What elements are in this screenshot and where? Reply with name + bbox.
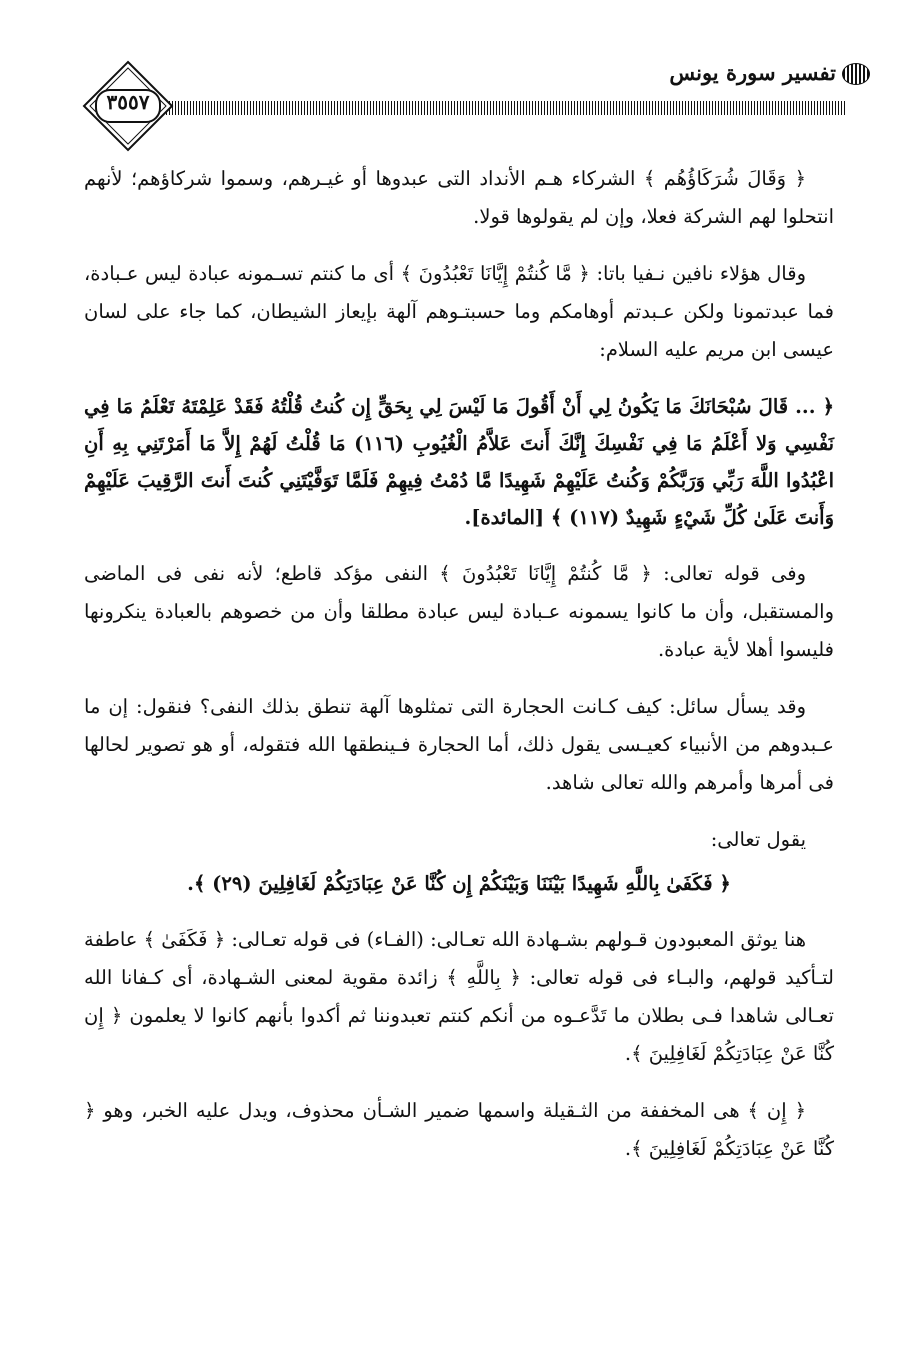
running-title: تفسير سورة يونس — [669, 60, 836, 85]
header-ornament-icon — [842, 63, 870, 85]
paragraph-2: وقال هؤلاء نافين نـفيا باتا: ﴿ مَّا كُنتُمْ إِيَّانَا تَعْبُدُونَ ﴾ أى ما كنتم تسـمونه عبادة ليس عـبادة، فما عبدتمونا ولكن عـبدتم أوهامكم وما حسبتـوهم آلهة بإيعاز الشيطان، كما جاء على لسان عيسى ابن مريم عليه السلام: — [84, 262, 834, 361]
quran-quote-yunus-29: ﴿ فَكَفَىٰ بِاللَّهِ شَهِيدًا بَيْنَنَا وَبَيْنَكُمْ إِن كُنَّا عَنْ عِبَادَتِكُمْ لَغَافِلِينَ (٢٩) ﴾. — [187, 872, 731, 895]
page-body — [84, 160, 834, 1187]
paragraph-7: ﴿ إِن ﴾ هى المخففة من الثـقيلة واسمها ضمير الشـأن محذوف، ويدل عليه الخبر، وهو ﴿ كُنَّا عَنْ عِبَادَتِكُمْ لَغَافِلِينَ ﴾. — [84, 1099, 834, 1160]
quran-quote-maidah: ﴿ ... قَالَ سُبْحَانَكَ مَا يَكُونُ لِي أَنْ أَقُولَ مَا لَيْسَ لِي بِحَقٍّ إِن كُنتُ قُلْتُهُ فَقَدْ عَلِمْتَهُ تَعْلَمُ مَا فِي نَفْسِي وَلا أَعْلَمُ مَا فِي نَفْسِكَ إِنَّكَ أَنتَ عَلاَّمُ الْغُيُوبِ (١١٦) مَا قُلْتُ لَهُمْ إِلاَّ مَا أَمَرْتَنِي بِهِ أَنِ اعْبُدُوا اللَّهَ رَبِّي وَرَبَّكُمْ وَكُنتُ عَلَيْهِمْ شَهِيدًا مَّا دُمْتُ فِيهِمْ فَلَمَّا تَوَفَّيْتَنِي كُنتَ أَنتَ الرَّقِيبَ عَلَيْهِمْ وَأَنتَ عَلَىٰ كُلِّ شَيْءٍ شَهِيدٌ (١١٧) ﴾ [المائدة]. — [84, 395, 834, 529]
header-rule — [160, 101, 846, 115]
paragraph-5: يقول تعالى: — [710, 828, 806, 851]
page-number-frame — [82, 60, 174, 152]
paragraph-4: وقد يسأل سائل: كيف كـانت الحجارة التى تمثلوها آلهة تنطق بذلك النفى؟ فنقول: إن ما عـبدوهم من الأنبياء كعيـسى يقول ذلك، أما الحجارة فـينطقها الله فتقوله، أو هو تصوير لحالها فى أمرها وأمرهم والله تعالى شاهد. — [84, 695, 834, 794]
paragraph-1: ﴿ وَقَالَ شُرَكَاؤُهُم ﴾ الشركاء هـم الأنداد التى عبدوها أو غيـرهم، وسموا شركاؤهم؛ لأنهم انتحلوا لهم الشركة فعلا، وإن لم يقولوها قولا. — [84, 167, 834, 228]
paragraph-6: هنا يوثق المعبودون قـولهم بشـهادة الله تعـالى: (الفـاء) فى قوله تعـالى: ﴿ فَكَفَىٰ ﴾ عاطفة لتـأكيد قولهم، والبـاء فى قوله تعالى: ﴿ بِاللَّهِ ﴾ زائدة مقوية لمعنى الشـهادة، أى كـفانا الله تعـالى شاهدا فـى بطلان ما تَدَّعـوه من أنكم كنتم تعبدوننا ثم أكدوا بأنهم كانوا لا يعلمون ﴿ إِن كُنَّا عَنْ عِبَادَتِكُمْ لَغَافِلِينَ ﴾. — [84, 928, 834, 1065]
page-number: ٣٥٥٧ — [106, 90, 150, 114]
paragraph-3: وفى قوله تعالى: ﴿ مَّا كُنتُمْ إِيَّانَا تَعْبُدُونَ ﴾ النفى مؤكد قاطع؛ لأنه نفى فى الماضى والمستقبل، وأن ما كانوا يسمونه عـبادة ليس عبادة مطلقا وأن من خصوهم بالعبادة ينكرونها فليسوا أهلا لأية عبادة. — [84, 562, 834, 661]
